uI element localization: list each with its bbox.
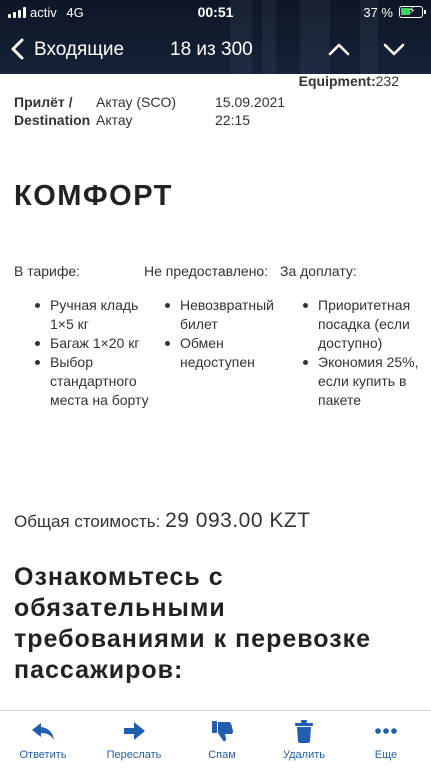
- trash-icon: [291, 719, 317, 743]
- paid-title: За доплату:: [280, 263, 357, 279]
- carrier-name: activ: [30, 5, 57, 20]
- paid-list: [300, 296, 426, 410]
- status-bar: [0, 0, 431, 26]
- spam-button[interactable]: [182, 719, 262, 761]
- network-type: 4G: [66, 5, 84, 20]
- route-city: Актау: [96, 112, 133, 128]
- equipment-value: 232: [375, 73, 399, 89]
- back-to-inbox-button[interactable]: Входящие: [34, 39, 125, 60]
- forward-label: Переслать: [106, 749, 162, 761]
- spam-label: Спам: [208, 749, 236, 761]
- battery-icon: ⚡: [399, 6, 423, 18]
- route-label: Destination: [14, 112, 91, 128]
- message-navigation: [0, 30, 431, 68]
- message-counter: 18 из 300: [170, 39, 253, 60]
- list-item: Ручная кладь 1×5 кг: [32, 296, 150, 334]
- route-table: [14, 93, 414, 129]
- list-item: Обмен недоступен: [162, 334, 288, 372]
- forward-button[interactable]: [94, 719, 174, 761]
- total-label: Общая стоимость:: [14, 512, 166, 531]
- more-label: Еще: [374, 749, 398, 761]
- chevron-left-icon[interactable]: [8, 37, 30, 61]
- route-row: [14, 111, 414, 129]
- not-provided-list: [162, 296, 288, 372]
- battery-percent: 37 %: [363, 5, 393, 20]
- list-item: Приоритетная посадка (если доступно): [300, 296, 426, 353]
- forward-arrow-icon: [121, 719, 147, 743]
- delete-button[interactable]: [264, 719, 344, 761]
- bottom-toolbar: [0, 710, 431, 768]
- reply-button[interactable]: [3, 719, 83, 761]
- equipment-info: [299, 73, 399, 89]
- route-row: [14, 93, 414, 111]
- included-list: [32, 296, 150, 410]
- delete-label: Удалить: [283, 749, 325, 761]
- thumbs-down-icon: [209, 719, 235, 743]
- route-label: Прилёт /: [14, 94, 73, 110]
- list-item: Невозвратный билет: [162, 296, 288, 334]
- list-item: Экономия 25%, если купить в пакете: [300, 353, 426, 410]
- not-provided-title: Не предоставлено:: [144, 263, 269, 279]
- chevron-up-icon[interactable]: [326, 40, 352, 58]
- mail-header: [0, 0, 431, 74]
- equipment-label: Equipment:: [298, 73, 376, 89]
- route-time: 22:15: [215, 112, 251, 128]
- requirements-heading: Ознакомьтесь с обязательными требованиями к перевозке пассажиров:: [14, 563, 372, 684]
- total-value: 29 093.00 KZT: [165, 509, 311, 532]
- reply-label: Ответить: [19, 749, 67, 761]
- status-time: 00:51: [197, 4, 234, 20]
- list-item: Выбор стандартного места на борту: [32, 353, 150, 410]
- reply-icon: [30, 719, 56, 743]
- more-button[interactable]: [346, 719, 426, 761]
- chevron-down-icon[interactable]: [381, 40, 407, 58]
- list-item: Багаж 1×20 кг: [32, 334, 150, 353]
- total-cost: [14, 509, 311, 533]
- fare-name-heading: КОМФОРТ: [14, 180, 173, 212]
- route-date: 15.09.2021: [215, 94, 286, 110]
- route-city: Актау (SCO): [96, 94, 177, 110]
- more-dots-icon: [373, 719, 399, 743]
- included-title: В тарифе:: [14, 263, 81, 279]
